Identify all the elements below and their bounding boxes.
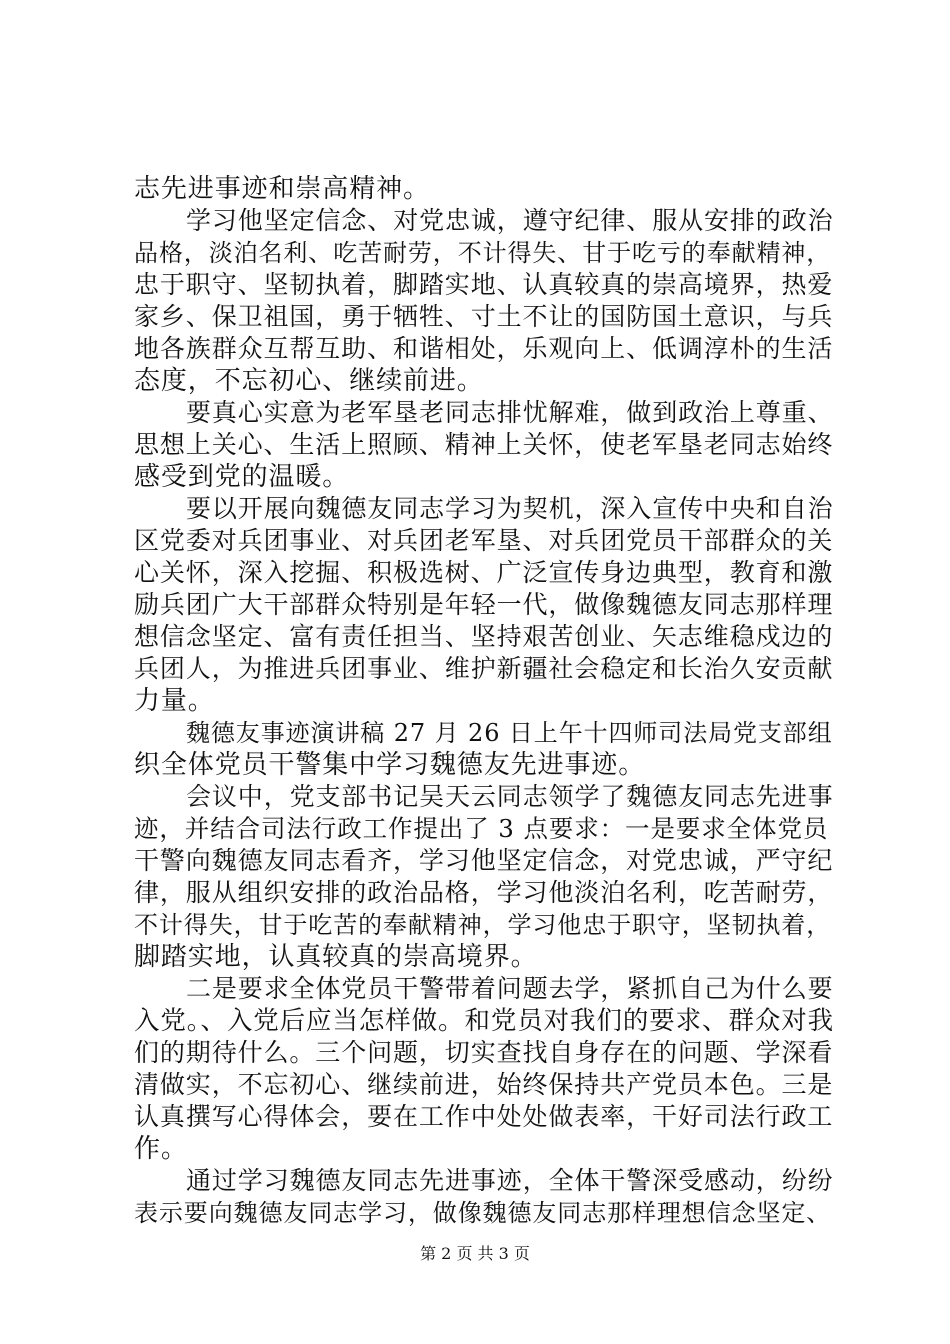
text-line: 兵团人，为推进兵团事业、维护新疆社会稳定和长治久安贡献	[134, 654, 834, 683]
text-line: 二是要求全体党员干警带着问题去学，紧抓自己为什么要	[186, 974, 834, 1003]
text-line: 家乡、保卫祖国，勇于牺牲、寸土不让的国防国土意识，与兵	[134, 302, 834, 331]
text-line: 清做实，不忘初心、继续前进，始终保持共产党员本色。三是	[134, 1070, 834, 1099]
text-line: 品格，淡泊名利、吃苦耐劳，不计得失、甘于吃亏的奉献精神，	[134, 239, 832, 267]
text-line: 会议中，党支部书记吴天云同志领学了魏德友同志先进事	[186, 782, 834, 811]
text-line: 态度，不忘初心、继续前进。	[134, 366, 484, 396]
text-line: 通过学习魏德友同志先进事迹，全体干警深受感动，纷纷	[186, 1166, 834, 1195]
text-line: 认真撰写心得体会，要在工作中处处做表率，干好司法行政工	[134, 1102, 834, 1131]
text-line: 迹，并结合司法行政工作提出了 3 点要求：一是要求全体党员	[134, 814, 829, 843]
text-line: 们的期待什么。三个问题，切实查找自身存在的问题、学深看	[134, 1038, 834, 1067]
text-line: 不计得失，甘于吃苦的奉献精神，学习他忠于职守，坚韧执着，	[134, 911, 832, 939]
page-footer: 第 2 页 共 3 页	[420, 1244, 530, 1263]
text-line: 要真心实意为老军垦老同志排忧解难，做到政治上尊重、	[186, 398, 834, 427]
text-line: 感受到党的温暖。	[134, 462, 350, 492]
text-line: 律，服从组织安排的政治品格，学习他淡泊名利，吃苦耐劳，	[134, 878, 834, 907]
text-line: 要以开展向魏德友同志学习为契机，深入宣传中央和自治	[186, 494, 834, 523]
text-line: 励兵团广大干部群众特别是年轻一代，做像魏德友同志那样理	[134, 590, 834, 619]
text-line: 想信念坚定、富有责任担当、坚持艰苦创业、矢志维稳戍边的	[134, 622, 834, 651]
text-line: 志先进事迹和崇高精神。	[134, 174, 430, 204]
text-line: 区党委对兵团事业、对兵团老军垦、对兵团党员干部群众的关	[134, 526, 834, 555]
text-line: 表示要向魏德友同志学习，做像魏德友同志那样理想信念坚定、	[134, 1199, 832, 1227]
text-line: 力量。	[134, 686, 215, 716]
text-line: 忠于职守、坚韧执着，脚踏实地、认真较真的崇高境界，热爱	[134, 270, 834, 299]
text-line: 作。	[134, 1134, 188, 1164]
text-line: 魏德友事迹演讲稿 27 月 26 日上午十四师司法局党支部组	[186, 719, 833, 747]
text-line: 入党。、入党后应当怎样做。和党员对我们的要求、群众对我	[134, 1006, 835, 1036]
document-body	[134, 173, 839, 1229]
text-line: 干警向魏德友同志看齐，学习他坚定信念，对党忠诚，严守纪	[134, 846, 834, 875]
text-line: 地各族群众互帮互助、和谐相处，乐观向上、低调淳朴的生活	[134, 334, 834, 363]
text-line: 心关怀，深入挖掘、积极选树、广泛宣传身边典型，教育和激	[134, 558, 834, 587]
text-line: 脚踏实地，认真较真的崇高境界。	[134, 942, 538, 972]
text-line: 学习他坚定信念、对党忠诚，遵守纪律、服从安排的政治	[186, 206, 834, 235]
text-line: 思想上关心、生活上照顾、精神上关怀，使老军垦老同志始终	[134, 430, 834, 459]
text-line: 织全体党员干警集中学习魏德友先进事迹。	[134, 750, 646, 780]
